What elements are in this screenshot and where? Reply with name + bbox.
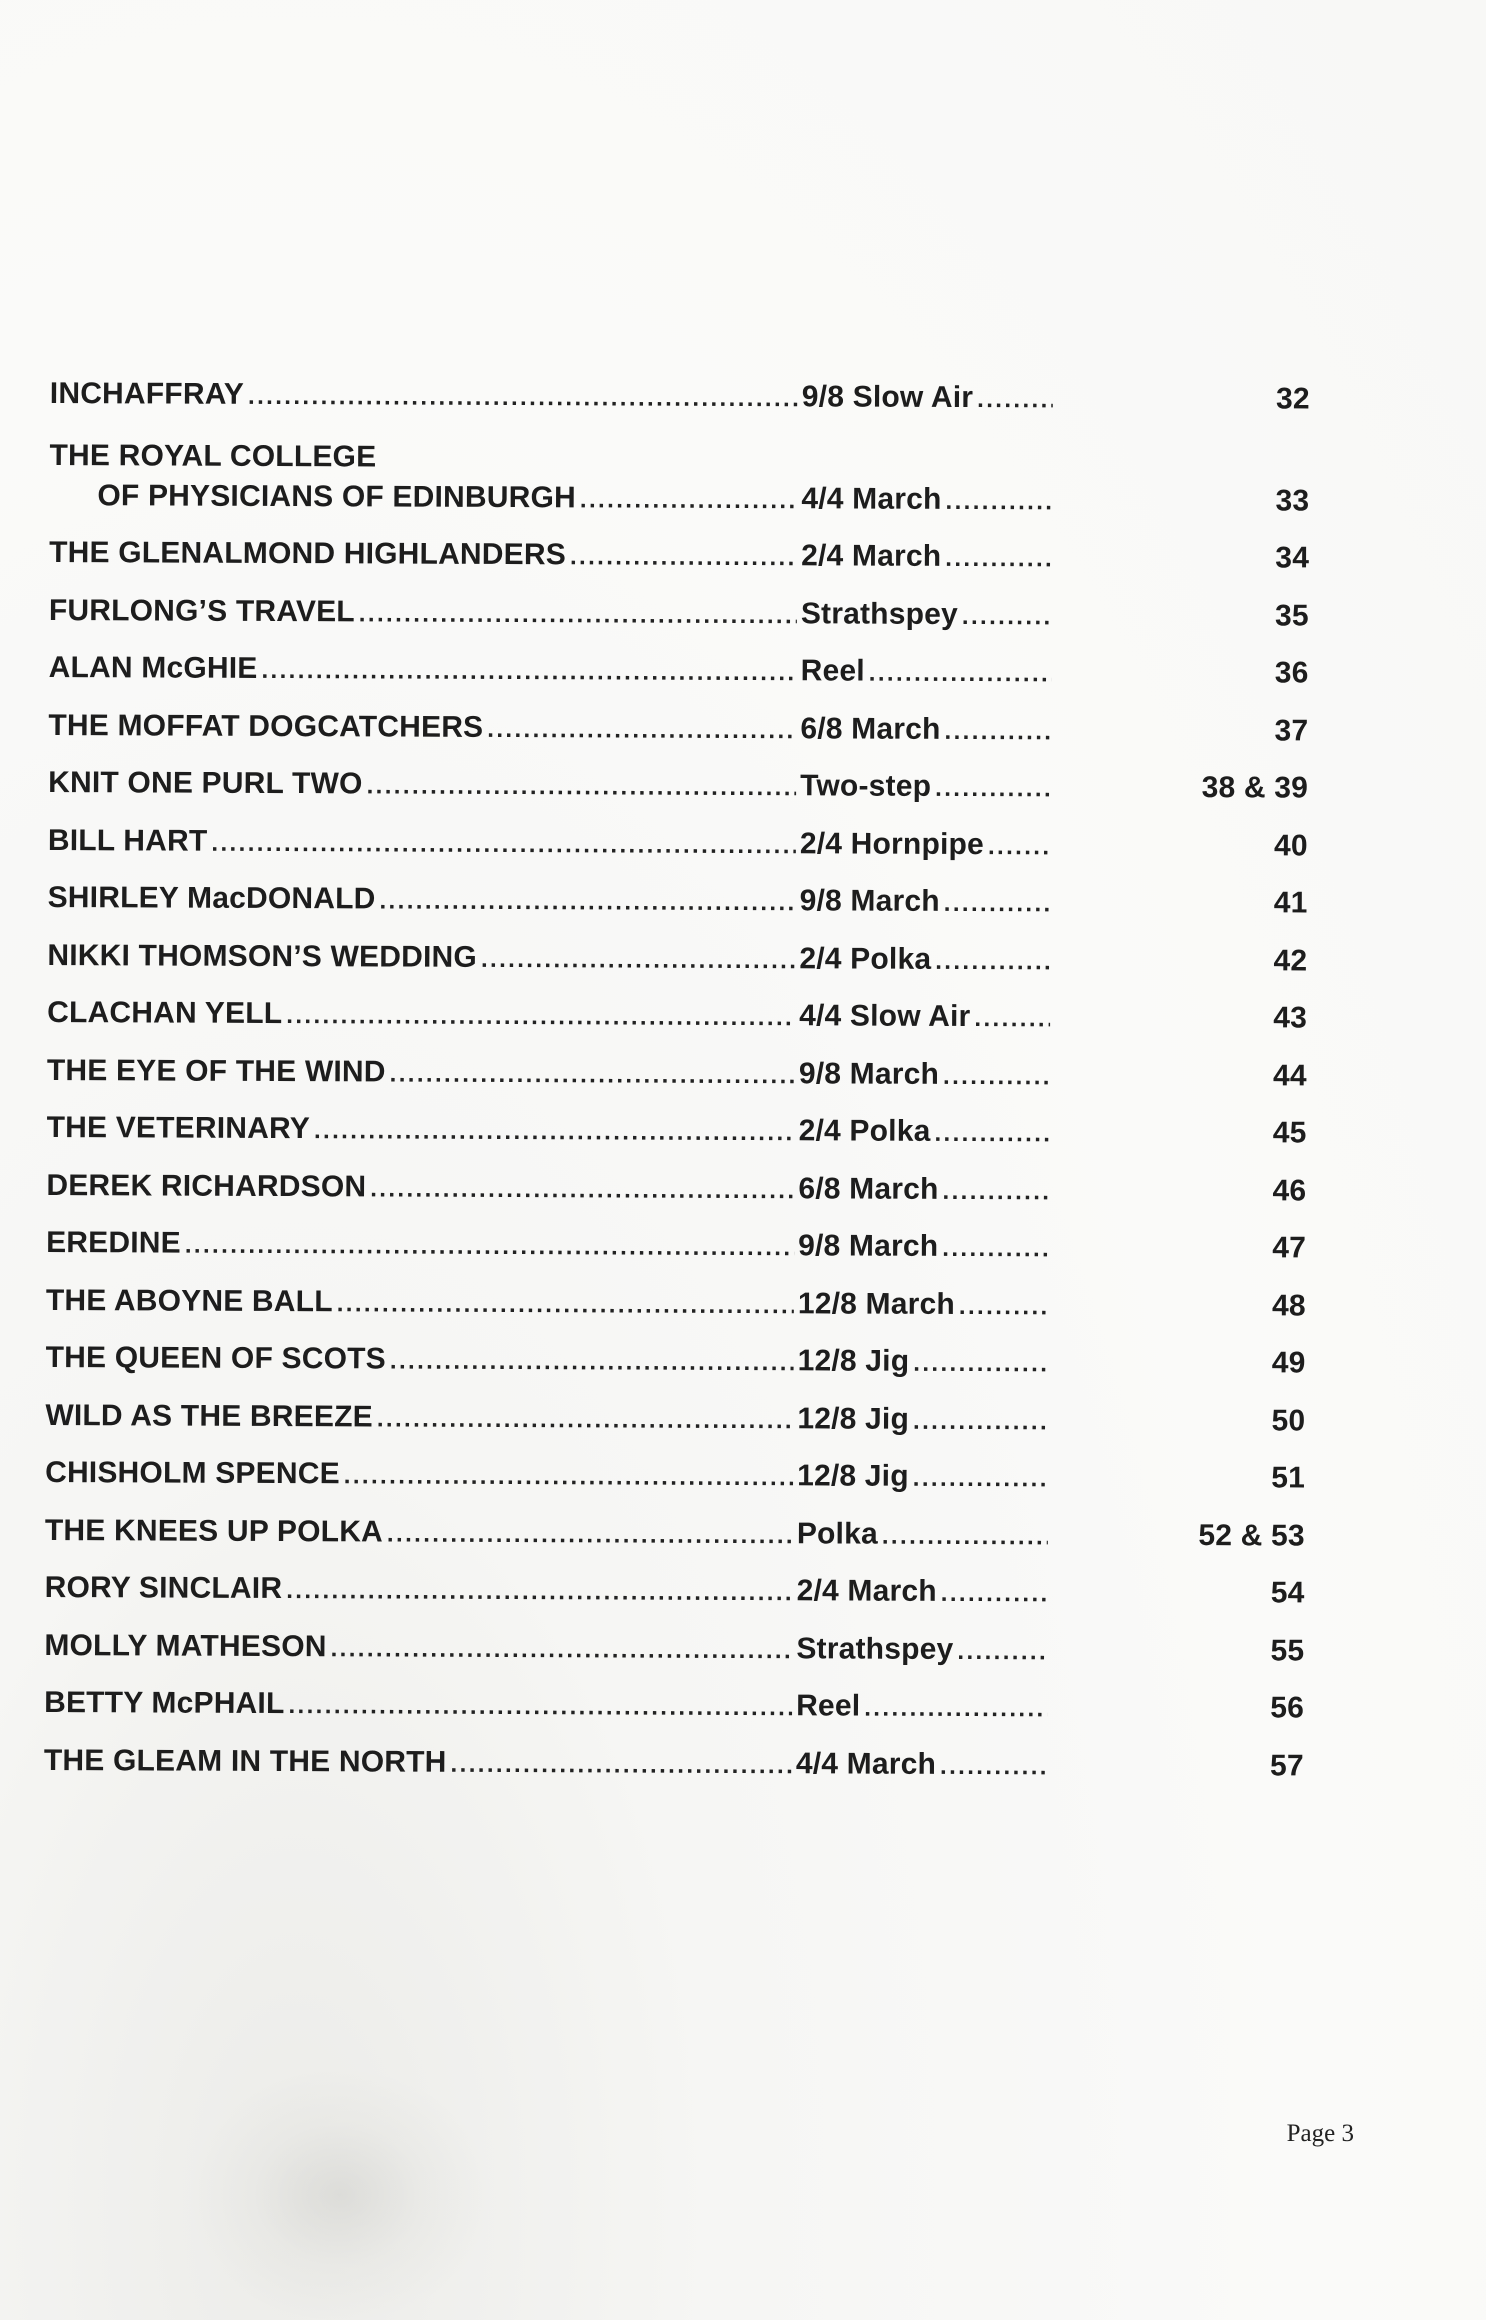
dot-leader	[945, 719, 1052, 743]
dot-leader	[487, 717, 796, 742]
dot-leader	[882, 1524, 1048, 1549]
toc-title: SHIRLEY MacDONALD	[47, 880, 376, 916]
toc-page-cell	[1055, 770, 1308, 807]
toc-type-cell	[796, 1689, 1051, 1726]
toc-tune-type: 4/4 Slow Air	[799, 999, 971, 1034]
toc-entry	[46, 1204, 1306, 1267]
toc-title-cell	[47, 938, 799, 977]
toc-entry	[44, 1664, 1304, 1727]
toc-page-cell	[1055, 713, 1308, 750]
toc-title: CLACHAN YELL	[47, 995, 283, 1031]
toc-title-cell	[44, 1628, 796, 1667]
toc-page-cell	[1056, 483, 1309, 520]
toc-type-cell	[802, 380, 1057, 417]
toc-type-cell	[797, 1574, 1052, 1611]
toc-type-cell	[801, 597, 1056, 634]
toc-title: THE KNEES UP POLKA	[44, 1513, 384, 1548]
toc-entry	[47, 917, 1307, 980]
toc-tune-type: 12/8 Jig	[797, 1344, 910, 1378]
toc-page-number: 56	[1270, 1691, 1305, 1725]
toc-title-cell	[49, 438, 801, 517]
toc-entry	[44, 1607, 1304, 1670]
toc-title-cell	[44, 1743, 796, 1782]
toc-page-cell	[1053, 1345, 1306, 1382]
dot-leader	[288, 1694, 792, 1720]
dot-leader	[935, 949, 1050, 974]
toc-title: THE QUEEN OF SCOTS	[45, 1340, 386, 1376]
toc-page-number: 44	[1273, 1058, 1307, 1092]
toc-page-cell	[1054, 1058, 1307, 1095]
dot-leader	[481, 947, 795, 972]
dot-leader	[390, 1062, 795, 1088]
toc-entry	[47, 1089, 1307, 1152]
toc-entry	[45, 1377, 1305, 1440]
toc-title: CHISHOLM SPENCE	[45, 1455, 340, 1491]
dot-leader	[211, 831, 796, 858]
toc-title: WILD AS THE BREEZE	[45, 1398, 373, 1433]
toc-type-cell	[800, 712, 1055, 749]
toc-title: THE ABOYNE BALL	[45, 1283, 333, 1318]
toc-tune-type: 4/4 March	[795, 1746, 937, 1781]
toc-tune-type: Reel	[796, 1689, 861, 1723]
toc-title: BILL HART	[47, 823, 208, 858]
toc-title: THE GLEAM IN THE NORTH	[43, 1743, 447, 1779]
dot-leader	[451, 1752, 792, 1777]
dot-leader	[944, 892, 1051, 916]
toc-title-cell	[46, 1226, 798, 1265]
toc-tune-type: 9/8 March	[798, 1056, 940, 1091]
toc-page-cell	[1053, 1230, 1306, 1267]
dot-leader	[913, 1467, 1048, 1492]
toc-type-cell	[798, 1344, 1053, 1381]
dot-leader	[337, 1292, 794, 1318]
toc-entry	[49, 412, 1309, 519]
toc-page-cell	[1053, 1288, 1306, 1325]
toc-entry	[44, 1722, 1304, 1785]
dot-leader	[946, 489, 1053, 513]
toc-page-number: 51	[1271, 1461, 1306, 1495]
toc-title: ALAN McGHIE	[48, 650, 258, 685]
dot-leader	[940, 1754, 1047, 1778]
toc-type-cell	[801, 654, 1056, 691]
toc-title: BETTY McPHAIL	[44, 1685, 285, 1721]
toc-type-cell	[799, 1114, 1054, 1151]
toc-title: RORY SINCLAIR	[44, 1570, 283, 1606]
toc-type-cell	[801, 539, 1056, 576]
paper-scuff	[190, 2070, 490, 2320]
toc-page-cell	[1054, 1115, 1307, 1152]
toc-tune-type: 6/8 March	[798, 1171, 939, 1206]
dot-leader	[935, 777, 1051, 802]
toc-title-cell	[45, 1456, 797, 1495]
toc-title: EREDINE	[46, 1225, 181, 1260]
dot-leader	[344, 1464, 793, 1490]
dot-leader	[359, 602, 797, 628]
toc-tune-type: 6/8 March	[800, 711, 941, 746]
toc-title: KNIT ONE PURL TWO	[48, 765, 363, 801]
dot-leader	[314, 1119, 795, 1145]
toc-tune-type: Two-step	[800, 769, 932, 803]
toc-page-number: 55	[1270, 1633, 1305, 1667]
toc-title-cell	[49, 536, 801, 575]
toc-title-cell	[49, 593, 801, 632]
toc-title: THE MOFFAT DOGCATCHERS	[48, 708, 484, 744]
dot-leader	[377, 1407, 794, 1433]
table-of-contents	[44, 355, 1310, 1785]
toc-page-cell	[1054, 1000, 1307, 1037]
toc-title-cell	[50, 376, 802, 415]
dot-leader	[962, 604, 1052, 628]
toc-page-number: 43	[1273, 1001, 1308, 1035]
toc-tune-type: 9/8 March	[799, 884, 940, 918]
toc-type-cell	[798, 1287, 1053, 1324]
toc-tune-type: Polka	[796, 1516, 878, 1551]
dot-leader	[945, 547, 1052, 571]
toc-title: OF PHYSICIANS OF EDINBURGH	[97, 478, 577, 514]
toc-page-number: 45	[1272, 1116, 1307, 1150]
toc-type-cell	[800, 769, 1055, 806]
toc-tune-type: Strathspey	[800, 596, 959, 631]
toc-type-cell	[797, 1459, 1052, 1496]
toc-page-cell	[1052, 1518, 1305, 1555]
toc-title-cell	[48, 766, 800, 805]
toc-title: THE VETERINARY	[46, 1110, 311, 1146]
toc-title-cell	[46, 1168, 798, 1207]
toc-tune-type: 4/4 March	[801, 481, 942, 516]
toc-tune-type: 2/4 Hornpipe	[799, 826, 985, 861]
dot-leader	[957, 1639, 1047, 1663]
toc-type-cell	[800, 884, 1055, 921]
dot-leader	[370, 1177, 794, 1203]
toc-title: MOLLY MATHESON	[44, 1628, 327, 1663]
toc-type-cell	[796, 1747, 1051, 1784]
toc-page-cell	[1057, 381, 1310, 418]
dot-leader	[864, 1697, 1047, 1722]
dot-leader	[943, 1179, 1050, 1203]
toc-tune-type: 9/8 March	[798, 1229, 939, 1263]
dot-leader	[913, 1409, 1048, 1434]
toc-title-cell	[46, 1341, 798, 1380]
toc-title: NIKKI THOMSON’S WEDDING	[47, 938, 478, 974]
toc-entry	[49, 514, 1309, 577]
dot-leader	[570, 545, 797, 570]
toc-title: THE GLENALMOND HIGHLANDERS	[49, 535, 567, 572]
toc-title-cell	[47, 1111, 799, 1150]
toc-type-cell	[799, 999, 1054, 1036]
toc-type-cell	[797, 1402, 1052, 1439]
toc-page-number: 32	[1275, 381, 1310, 415]
toc-page-cell	[1051, 1748, 1304, 1785]
toc-page-number: 35	[1275, 598, 1309, 632]
toc-page-cell	[1056, 540, 1309, 577]
dot-leader	[286, 1579, 792, 1605]
toc-page-cell	[1051, 1633, 1304, 1670]
toc-page-cell	[1053, 1173, 1306, 1210]
toc-entry	[50, 355, 1310, 418]
toc-page-number: 34	[1275, 541, 1310, 575]
dot-leader	[185, 1234, 794, 1261]
toc-tune-type: 9/8 Slow Air	[801, 379, 974, 414]
toc-title-cell	[48, 881, 800, 920]
toc-type-cell	[798, 1172, 1053, 1209]
dot-leader	[379, 889, 795, 915]
dot-leader	[959, 1294, 1049, 1318]
toc-page-cell	[1051, 1690, 1304, 1727]
toc-page-cell	[1056, 655, 1309, 692]
toc-page-number: 57	[1270, 1748, 1304, 1782]
toc-entry	[46, 1147, 1306, 1210]
dot-leader	[390, 1349, 794, 1375]
toc-title-cell	[45, 1398, 797, 1437]
dot-leader	[869, 662, 1052, 687]
toc-page-cell	[1054, 943, 1307, 980]
toc-entry	[45, 1492, 1305, 1555]
toc-entry	[47, 1032, 1307, 1095]
toc-type-cell	[800, 827, 1055, 864]
toc-page-cell	[1056, 598, 1309, 635]
toc-title: DEREK RICHARDSON	[46, 1168, 367, 1203]
toc-title: FURLONG’S TRAVEL	[48, 593, 355, 628]
toc-entry	[49, 629, 1309, 692]
toc-type-cell	[799, 942, 1054, 979]
dot-leader	[261, 659, 796, 685]
toc-type-cell	[801, 482, 1056, 519]
toc-entry	[48, 744, 1308, 807]
toc-page-cell	[1052, 1460, 1305, 1497]
toc-title-cell	[47, 996, 799, 1035]
toc-title-cell	[49, 651, 801, 690]
toc-tune-type: Reel	[800, 654, 865, 688]
toc-title-cell	[47, 1053, 799, 1092]
toc-entry	[49, 572, 1309, 635]
dot-leader	[941, 1582, 1048, 1606]
toc-type-cell	[798, 1229, 1053, 1266]
toc-page-number: 37	[1274, 713, 1309, 747]
toc-entry	[47, 974, 1307, 1037]
toc-entry	[48, 859, 1308, 922]
toc-entry	[46, 1319, 1306, 1382]
dot-leader	[913, 1352, 1048, 1377]
toc-title-line1: THE ROYAL COLLEGE	[49, 438, 377, 473]
toc-page-number: 46	[1272, 1173, 1307, 1207]
toc-entry	[46, 1262, 1306, 1325]
dot-leader	[934, 1122, 1049, 1147]
toc-page-cell	[1052, 1575, 1305, 1612]
toc-entry	[48, 802, 1308, 865]
toc-page-number: 36	[1274, 656, 1309, 690]
dot-leader	[580, 488, 798, 513]
toc-tune-type: 2/4 March	[801, 539, 942, 573]
toc-page-number: 52 & 53	[1198, 1518, 1305, 1552]
toc-tune-type: 12/8 Jig	[797, 1401, 910, 1436]
toc-type-cell	[796, 1632, 1051, 1669]
toc-type-cell	[799, 1057, 1054, 1094]
dot-leader	[942, 1237, 1049, 1261]
toc-page-number: 47	[1272, 1231, 1307, 1265]
toc-tune-type: 2/4 Polka	[799, 941, 932, 976]
toc-title-cell	[46, 1283, 798, 1322]
toc-tune-type: 12/8 March	[797, 1286, 956, 1321]
toc-title: INCHAFFRAY	[49, 376, 245, 411]
toc-page-number: 33	[1275, 483, 1310, 517]
dot-leader	[286, 1004, 795, 1030]
toc-entry	[45, 1434, 1305, 1497]
dot-leader	[331, 1637, 793, 1663]
toc-page-number: 40	[1274, 828, 1308, 862]
toc-page-cell	[1055, 828, 1308, 865]
toc-title-cell	[45, 1571, 797, 1610]
toc-title-cell	[44, 1686, 796, 1725]
dot-leader	[977, 388, 1053, 412]
toc-page-number: 49	[1271, 1346, 1306, 1380]
toc-page-number: 50	[1271, 1403, 1306, 1437]
toc-page-cell	[1055, 885, 1308, 922]
toc-page-cell	[1052, 1403, 1305, 1440]
dot-leader	[248, 384, 798, 410]
page-footer-number: Page 3	[1286, 2120, 1354, 2147]
toc-page-number: 54	[1270, 1576, 1305, 1610]
toc-title: THE EYE OF THE WIND	[46, 1053, 386, 1088]
toc-tune-type: Strathspey	[796, 1631, 954, 1666]
toc-title-cell	[48, 823, 800, 862]
toc-title-cell	[45, 1513, 797, 1552]
toc-page-number: 42	[1273, 943, 1308, 977]
dot-leader	[943, 1064, 1050, 1088]
dot-leader	[988, 835, 1051, 859]
toc-tune-type: 12/8 Jig	[797, 1459, 909, 1493]
dot-leader	[387, 1522, 793, 1548]
dot-leader	[367, 774, 797, 800]
toc-page-number: 38 & 39	[1201, 771, 1309, 805]
toc-page-number: 48	[1272, 1288, 1306, 1322]
dot-leader	[974, 1007, 1050, 1031]
toc-entry	[45, 1549, 1305, 1612]
toc-type-cell	[797, 1517, 1052, 1554]
toc-page-number: 41	[1273, 886, 1308, 920]
toc-title-cell	[48, 708, 800, 747]
toc-tune-type: 2/4 Polka	[798, 1114, 931, 1148]
toc-entry	[48, 687, 1308, 750]
toc-tune-type: 2/4 March	[796, 1574, 937, 1608]
